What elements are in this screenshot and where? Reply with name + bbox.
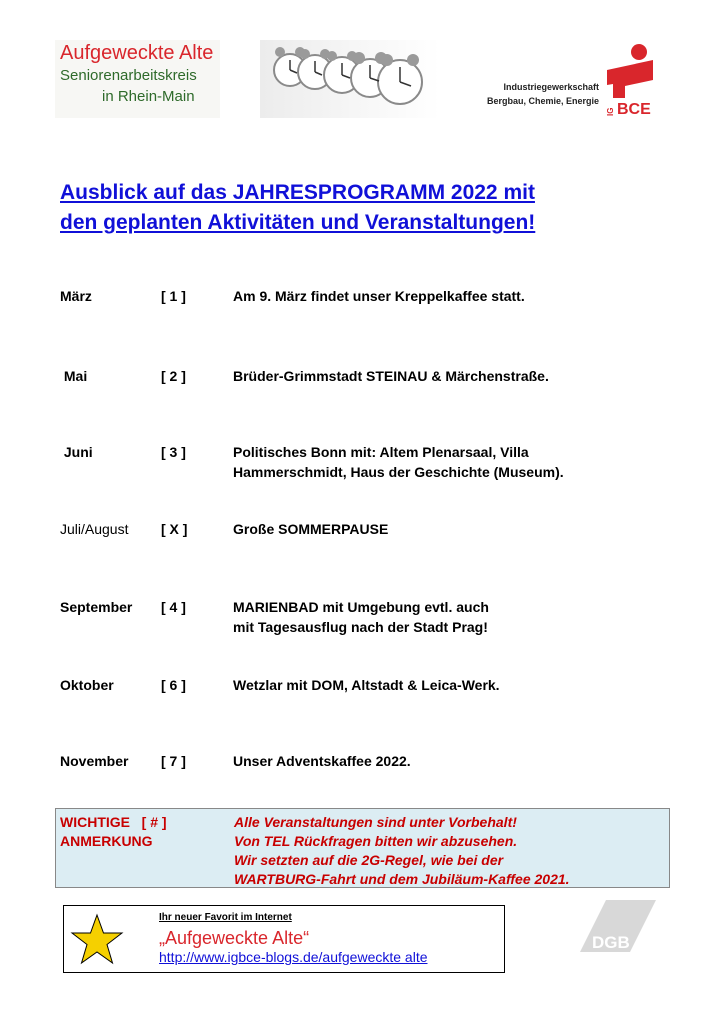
event-number: [ X ] [161,521,188,537]
notice-label [60,813,167,851]
notice-label-line-2: ANMERKUNG [60,833,153,849]
union-line-1: Industriegewerkschaft [503,82,599,92]
event-description [233,366,673,386]
event-description [233,286,673,306]
notice-text-line: Wir setzten auf die 2G-Regel, wie bei der [234,852,504,868]
event-number: [ 3 ] [161,444,186,460]
blog-link[interactable]: http://www.igbce-blogs.de/aufgeweckte alte [159,949,428,965]
event-number: [ 1 ] [161,288,186,304]
event-number: [ 2 ] [161,368,186,384]
event-number: [ 7 ] [161,753,186,769]
notice-text-line: WARTBURG-Fahrt und dem Jubiläum-Kaffee 2021. [234,871,570,887]
month-label: März [60,288,92,304]
event-number: [ 6 ] [161,677,186,693]
month-label: Juli/August [60,521,129,537]
favorite-name: „Aufgeweckte Alte“ [159,928,310,948]
event-description [233,519,673,539]
logo-title: Aufgeweckte Alte [60,42,214,64]
month-label: Juni [60,444,93,460]
event-description-line: Am 9. März findet unser Kreppelkaffee statt. [233,288,525,304]
event-description-line: Wetzlar mit DOM, Altstadt & Leica-Werk. [233,677,500,693]
month-label: Mai [60,368,88,384]
aufgeweckte-alte-logo [55,40,220,118]
title-line-2: den geplanten Aktivitäten und Veranstaltungen! [60,211,536,234]
dgb-logo [578,898,658,954]
igbce-logo-prefix: IG [606,107,615,116]
favorite-link-box [63,905,505,973]
event-number: [ 4 ] [161,599,186,615]
event-description [233,442,673,482]
union-name [449,80,599,108]
month-label: September [60,599,133,615]
notice-text-line: Von TEL Rückfragen bitten wir abzusehen. [234,833,518,849]
event-description-line: Unser Adventskaffee 2022. [233,753,411,769]
favorite-tagline: Ihr neuer Favorit im Internet [159,912,292,923]
event-description [233,675,673,695]
star-icon [69,912,125,968]
important-notice-box [55,808,670,888]
title-line-1: Ausblick auf das JAHRESPROGRAMM 2022 mit [60,181,535,204]
alarm-clocks-image [260,40,440,118]
event-description [233,597,673,637]
notice-text-line: Alle Veranstaltungen sind unter Vorbehalt! [234,814,517,830]
month-label: November [60,753,129,769]
union-line-2: Bergbau, Chemie, Energie [486,96,599,106]
event-description-line: Große SOMMERPAUSE [233,521,389,537]
event-description-line: mit Tagesausflug nach der Stadt Prag! [233,619,488,635]
dgb-logo-text: DGB [592,933,630,952]
event-description-line: MARIENBAD mit Umgebung evtl. auch [233,599,489,615]
event-description [233,751,673,771]
logo-subtitle-1: Seniorenarbeitskreis [60,67,197,84]
page-title [60,178,660,238]
logo-subtitle-2: in Rhein-Main [102,88,195,105]
event-description-line: Hammerschmidt, Haus der Geschichte (Museum). [233,464,564,480]
notice-text [234,813,570,889]
event-description-line: Politisches Bonn mit: Altem Plenarsaal, Villa [233,444,529,460]
notice-label-line-1: WICHTIGE [ # ] [60,814,167,830]
igbce-logo-text: BCE [617,101,651,118]
event-description-line: Brüder-Grimmstadt STEINAU & Märchenstraße. [233,368,549,384]
igbce-logo [603,40,657,120]
month-label: Oktober [60,677,114,693]
